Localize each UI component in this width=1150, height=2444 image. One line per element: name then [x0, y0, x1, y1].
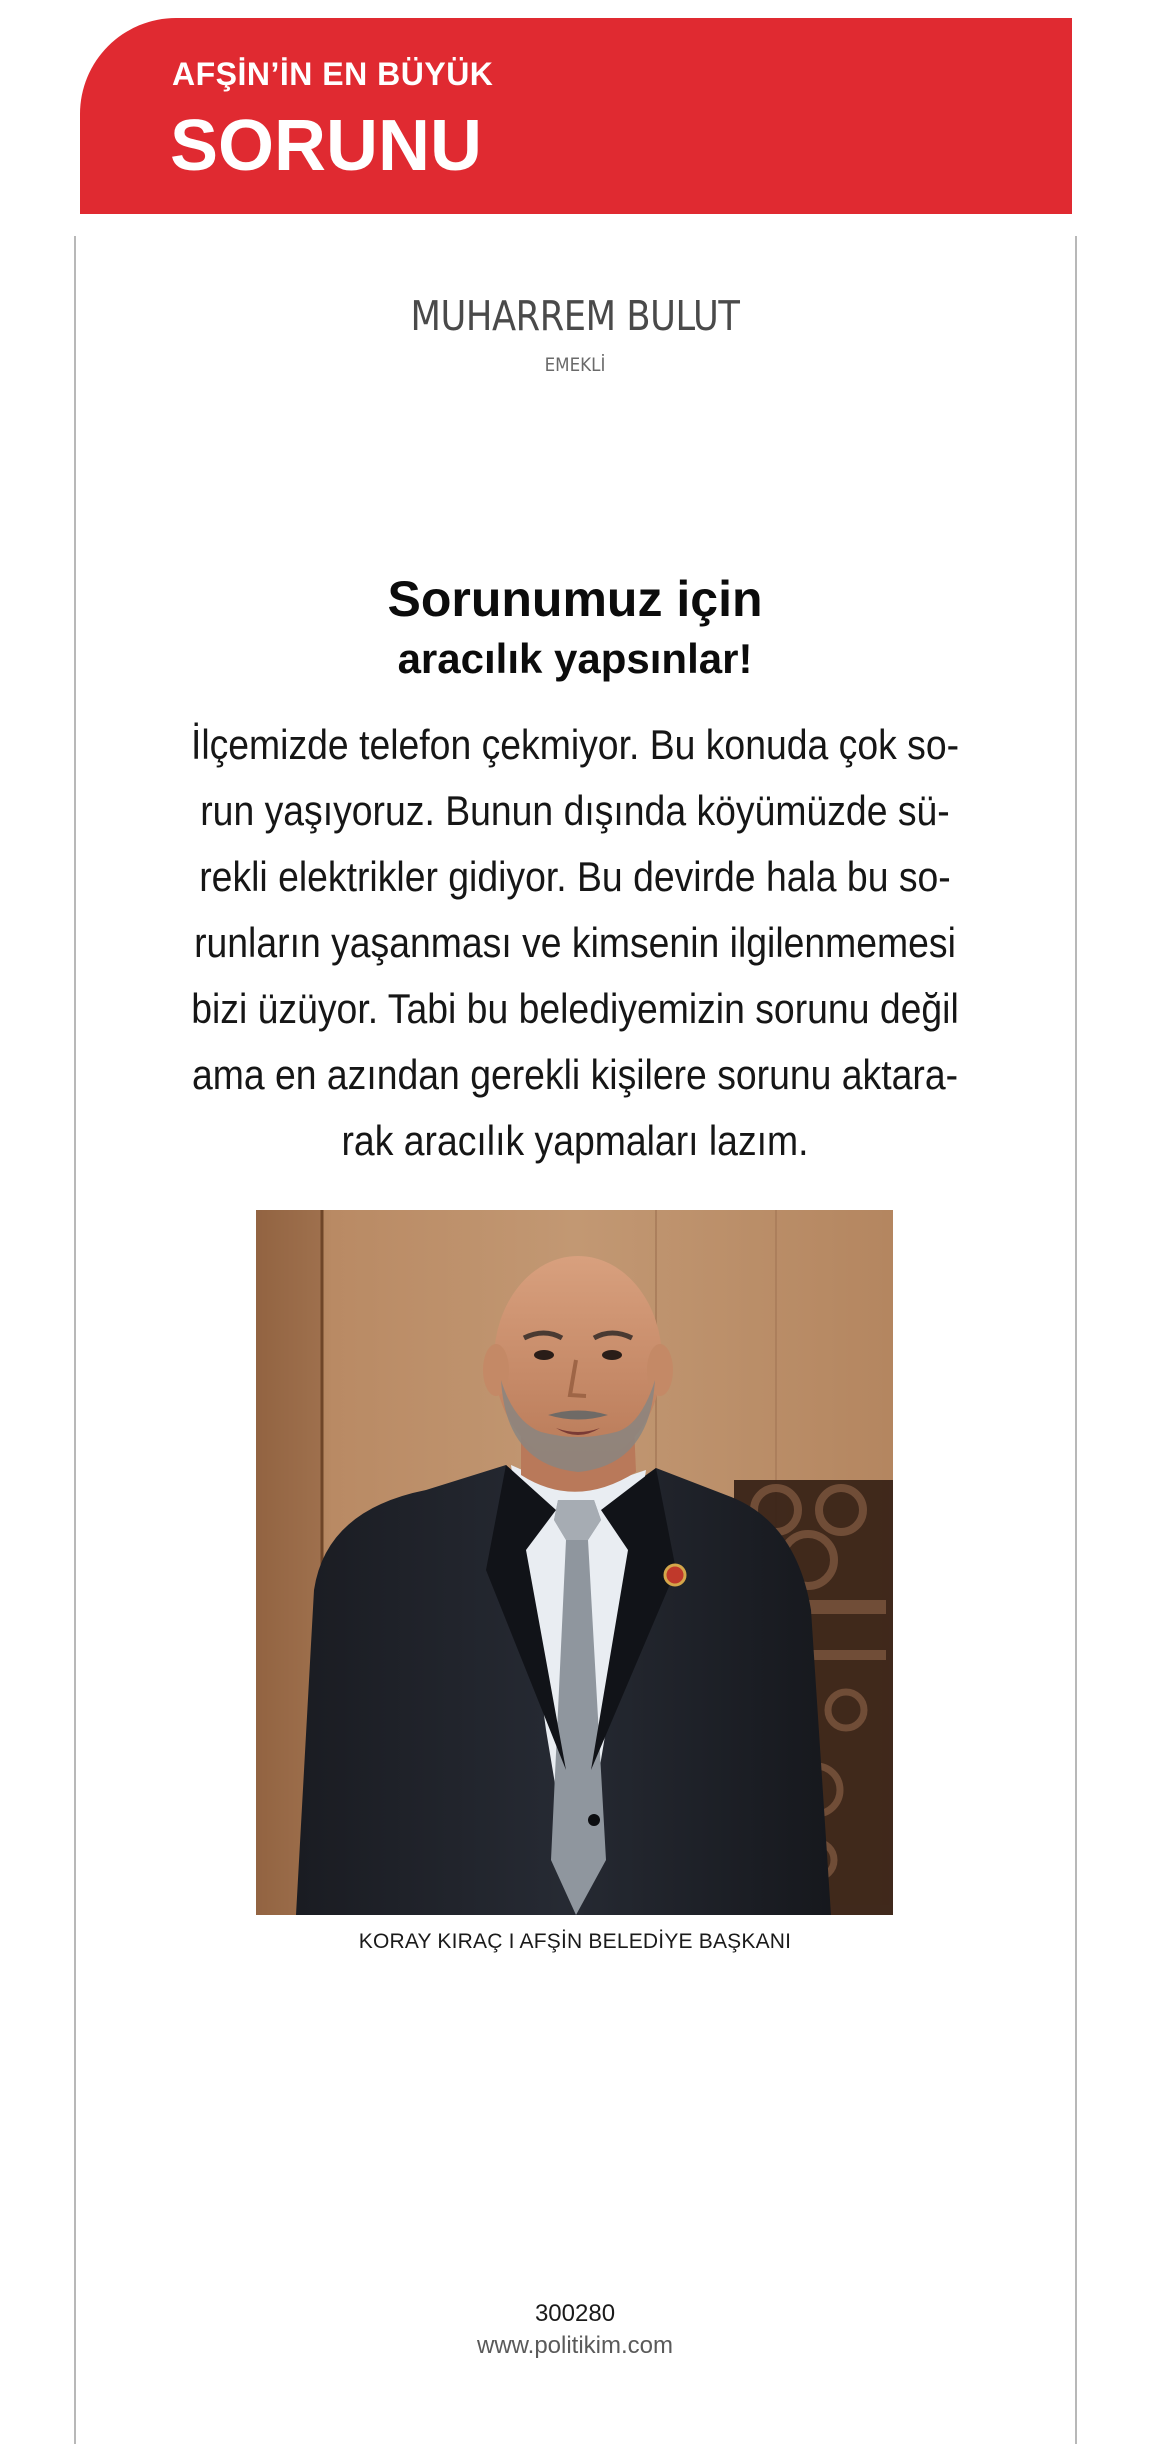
- footer-number: 300280: [534, 2300, 616, 2327]
- author-role: EMEKLİ: [544, 354, 606, 376]
- body-line: runların yaşanması ve kimsenin ilgilenmemesi: [194, 919, 956, 966]
- body-line: run yaşıyoruz. Bunun dışında köyümüzde sü-: [200, 787, 950, 834]
- footer-website-link[interactable]: www.politikim.com: [476, 2332, 674, 2359]
- body-line: rekli elektrikler gidiyor. Bu devirde hala bu so-: [199, 853, 951, 900]
- banner-kicker: AFŞİN’İN EN BÜYÜK: [172, 56, 494, 92]
- author-name: MUHARREM BULUT: [410, 292, 740, 340]
- portrait-photo: [256, 1210, 893, 1915]
- body-paragraph: [140, 712, 1010, 1174]
- body-line: ama en azından gerekli kişilere sorunu aktara-: [191, 1051, 959, 1098]
- body-line: rak aracılık yapmaları lazım.: [341, 1117, 809, 1164]
- left-frame-line: [74, 236, 76, 2444]
- body-line: bizi üzüyor. Tabi bu belediyemizin sorunu değil: [191, 985, 959, 1032]
- banner-title: SORUNU: [170, 106, 483, 186]
- right-frame-line: [1075, 236, 1077, 2444]
- headline-line-1: Sorunumuz için: [387, 571, 763, 627]
- headline-line-2: aracılık yapsınlar!: [397, 635, 753, 682]
- header-banner: [80, 18, 1072, 214]
- photo-caption: KORAY KIRAÇ I AFŞİN BELEDİYE BAŞKANI: [358, 1930, 792, 1953]
- portrait-illustration: [256, 1210, 893, 1915]
- body-line: İlçemizde telefon çekmiyor. Bu konuda çok so-: [190, 721, 960, 768]
